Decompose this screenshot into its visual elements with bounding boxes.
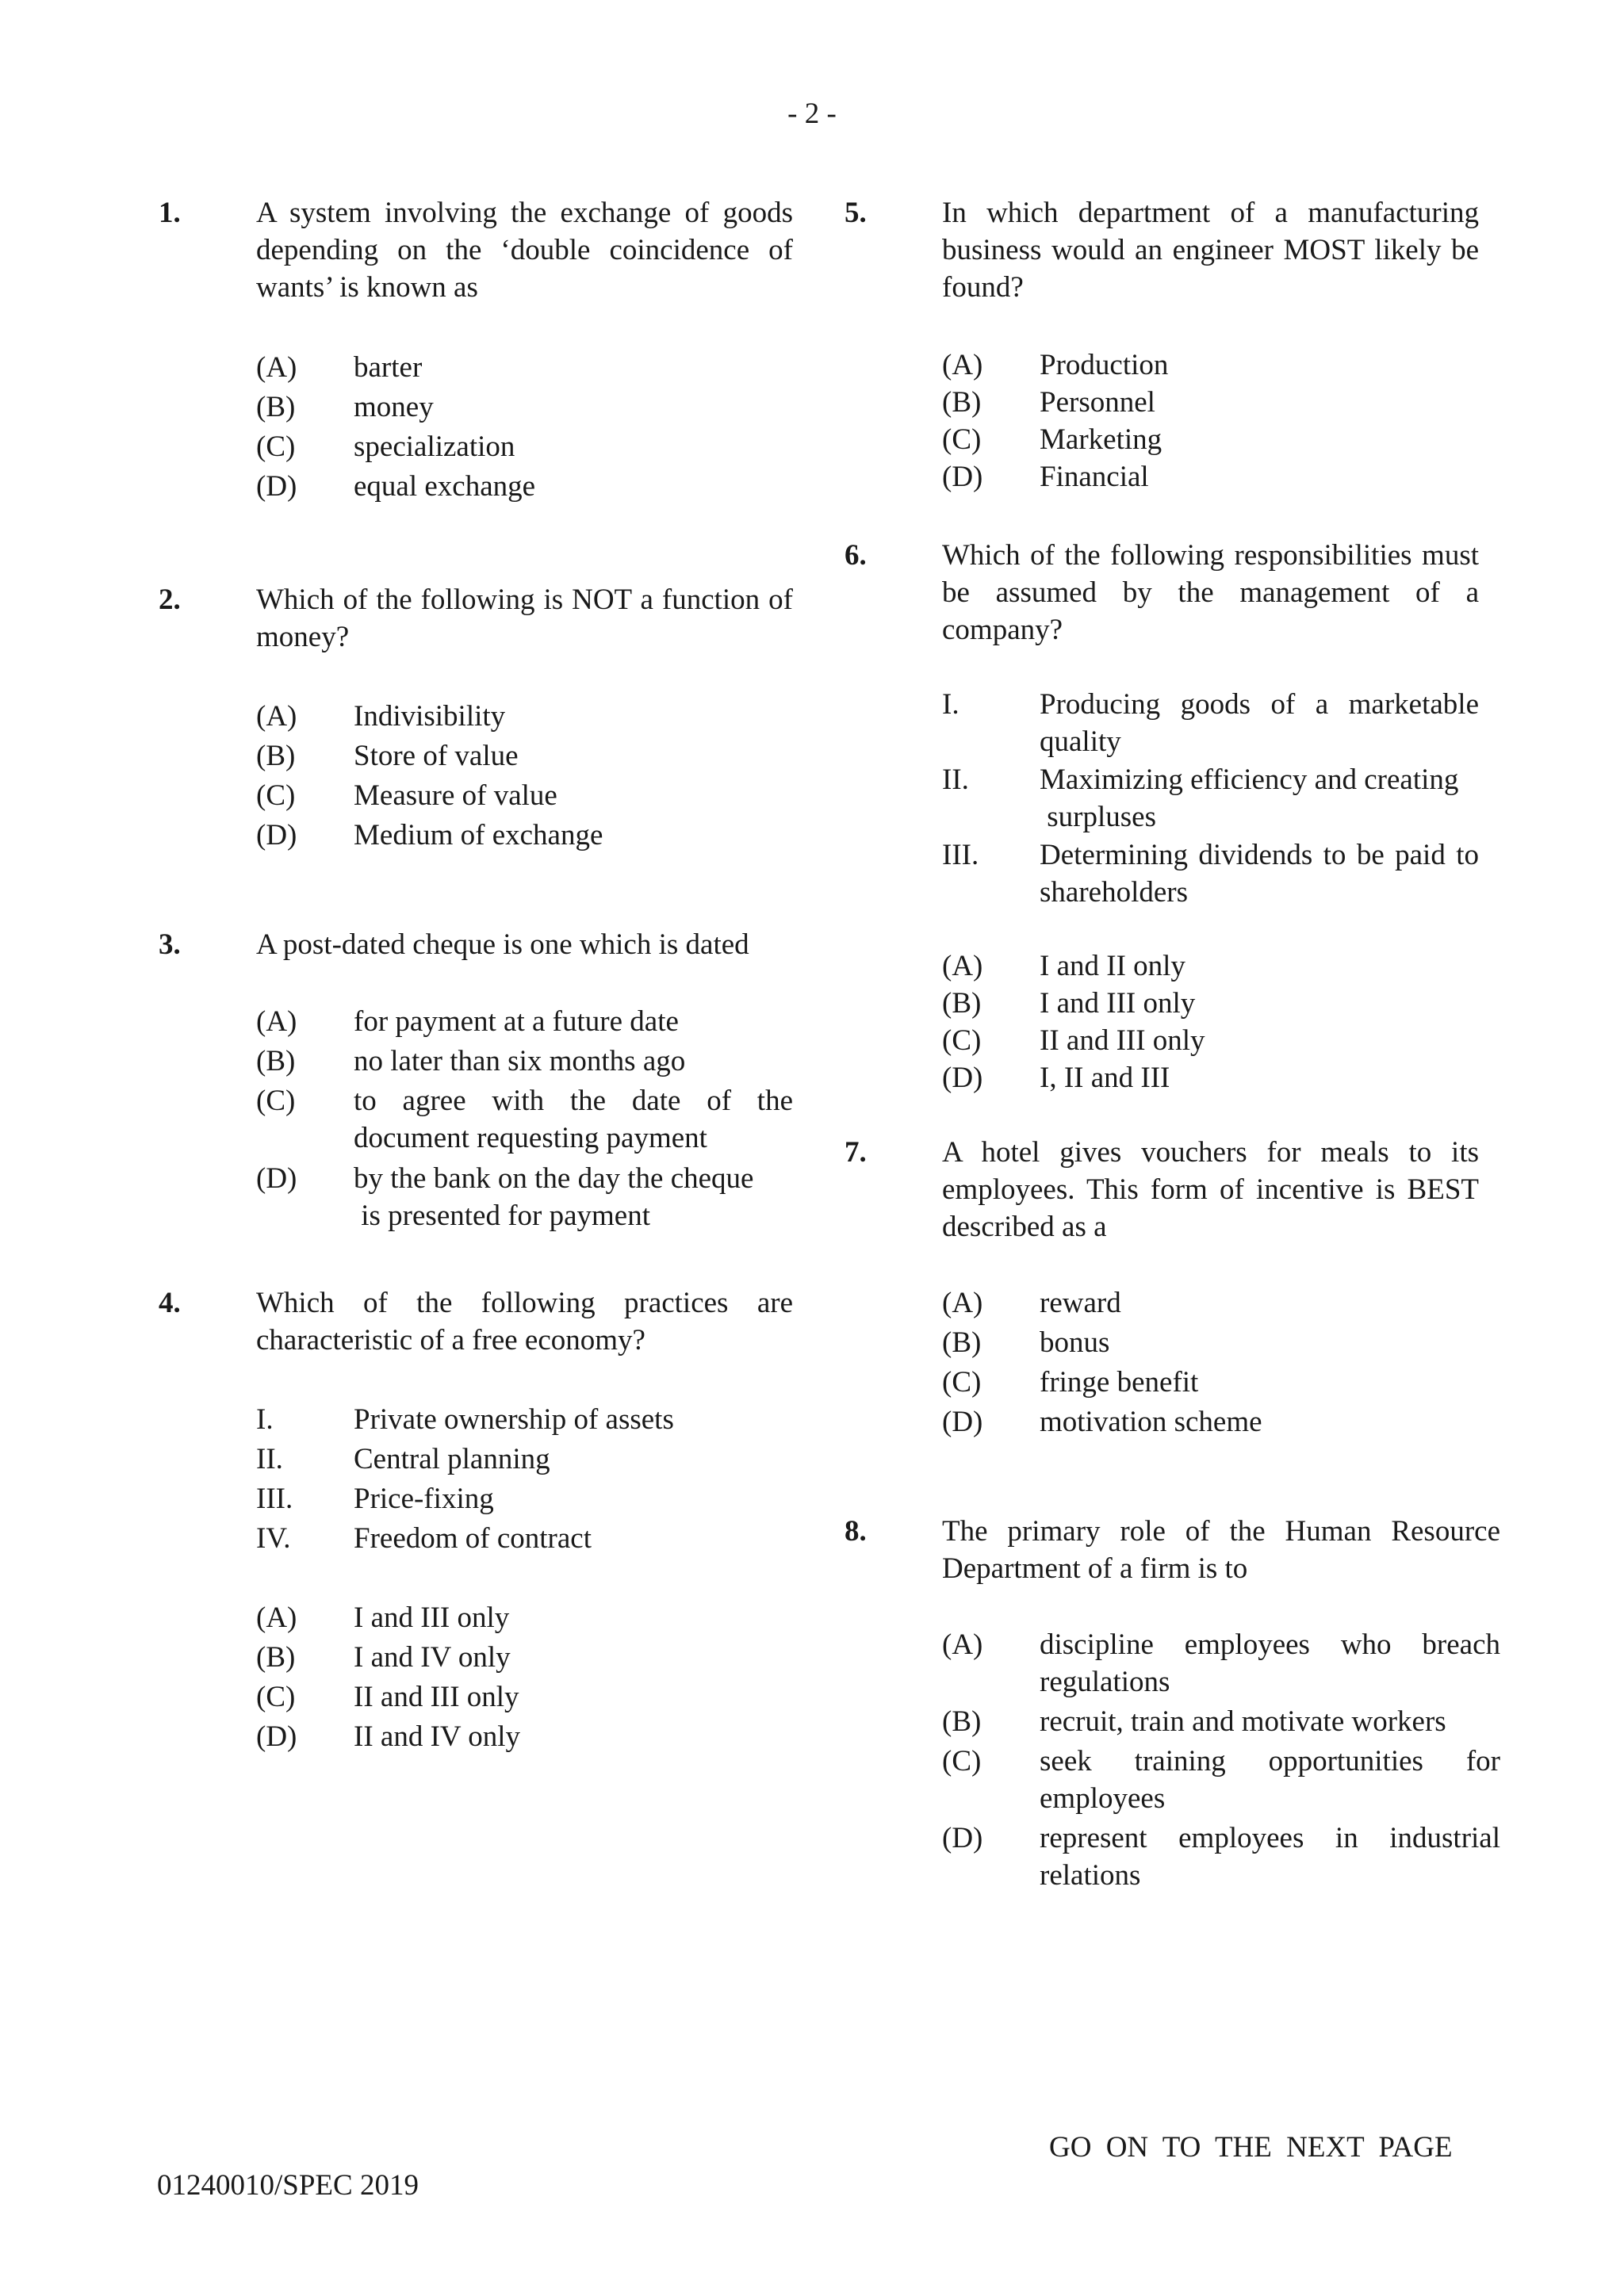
option-label: (B) xyxy=(942,386,982,419)
option-text xyxy=(354,1082,793,1157)
option-text: recruit, train and motivate workers xyxy=(1040,1705,1446,1738)
option-text: I and III only xyxy=(354,1601,510,1634)
text-line: Determining dividends to be paid to xyxy=(1040,839,1479,871)
question-stem xyxy=(942,1134,1479,1246)
option-label: (B) xyxy=(256,1045,296,1077)
option-label: (B) xyxy=(942,1326,982,1359)
stem-line: business would an engineer MOST likely be xyxy=(942,234,1479,266)
option-text: Indivisibility xyxy=(354,700,506,733)
option-label: (D) xyxy=(942,1406,983,1438)
go-on-notice: GO ON TO THE NEXT PAGE xyxy=(1049,2131,1453,2164)
question-number: 4. xyxy=(159,1287,181,1319)
option-label: (C) xyxy=(942,1024,982,1057)
option-label: (C) xyxy=(256,430,296,463)
option-label: (D) xyxy=(942,461,983,493)
stem-line: described as a xyxy=(942,1211,1107,1243)
statement-text: Freedom of contract xyxy=(354,1522,592,1555)
option-label: (C) xyxy=(942,1366,982,1399)
question-number: 5. xyxy=(845,197,867,229)
option-text: II and III only xyxy=(354,1681,519,1713)
text-line: seek training opportunities for xyxy=(1040,1745,1500,1777)
stem-line: depending on the ‘double coincidence of xyxy=(256,234,793,266)
option-label: (A) xyxy=(256,1005,297,1038)
option-text xyxy=(1040,1743,1500,1817)
option-text: II and IV only xyxy=(354,1720,520,1753)
option-label: (C) xyxy=(942,1745,982,1777)
option-label: (B) xyxy=(942,987,982,1020)
statement-numeral: II. xyxy=(256,1443,283,1475)
stem-line: In which department of a manufacturing xyxy=(942,197,1479,229)
option-text: no later than six months ago xyxy=(354,1045,686,1077)
option-label: (B) xyxy=(256,740,296,772)
question-number: 6. xyxy=(845,539,867,572)
question-number: 7. xyxy=(845,1136,867,1169)
option-label: (D) xyxy=(256,819,297,851)
option-label: (C) xyxy=(256,779,296,812)
option-text: for payment at a future date xyxy=(354,1005,679,1038)
text-line: relations xyxy=(1040,1859,1141,1892)
statement-numeral: IV. xyxy=(256,1522,291,1555)
option-text: II and III only xyxy=(1040,1024,1205,1057)
option-label: (A) xyxy=(256,700,297,733)
stem-line: wants’ is known as xyxy=(256,271,478,304)
question-number: 2. xyxy=(159,584,181,616)
statement-text: Central planning xyxy=(354,1443,550,1475)
option-text: I and II only xyxy=(1040,950,1185,982)
text-line: surpluses xyxy=(1040,801,1156,833)
option-text: Store of value xyxy=(354,740,519,772)
option-text: Financial xyxy=(1040,461,1149,493)
question-stem xyxy=(256,581,793,656)
statement-numeral: I. xyxy=(942,688,959,721)
option-text: fringe benefit xyxy=(1040,1366,1199,1399)
text-line: quality xyxy=(1040,725,1121,758)
option-label: (C) xyxy=(256,1085,296,1117)
text-line: document requesting payment xyxy=(354,1122,707,1154)
option-label: (C) xyxy=(942,423,982,456)
question-number: 1. xyxy=(159,197,181,229)
option-label: (A) xyxy=(942,1628,983,1661)
option-label: (D) xyxy=(942,1822,983,1854)
statement-text: Price-fixing xyxy=(354,1483,494,1515)
option-label: (D) xyxy=(256,470,297,503)
stem-line: company? xyxy=(942,614,1063,646)
question-number: 8. xyxy=(845,1515,867,1548)
option-label: (D) xyxy=(256,1720,297,1753)
option-text xyxy=(1040,1820,1500,1894)
stem-line: Department of a firm is to xyxy=(942,1552,1248,1585)
option-text: I, II and III xyxy=(1040,1062,1170,1094)
option-text: motivation scheme xyxy=(1040,1406,1262,1438)
option-label: (A) xyxy=(942,950,983,982)
stem-line: be assumed by the management of a xyxy=(942,576,1479,609)
option-label: (A) xyxy=(256,1601,297,1634)
stem-line: A hotel gives vouchers for meals to its xyxy=(942,1136,1479,1169)
stem-line: Which of the following responsibilities must xyxy=(942,539,1479,572)
statement-text: Private ownership of assets xyxy=(354,1403,674,1436)
question-stem xyxy=(942,537,1479,649)
question-stem xyxy=(256,926,793,963)
option-text: Medium of exchange xyxy=(354,819,603,851)
paper-code: 01240010/SPEC 2019 xyxy=(157,2169,419,2202)
statement-text xyxy=(1040,761,1479,836)
text-line: is presented for payment xyxy=(354,1200,650,1232)
text-line: shareholders xyxy=(1040,876,1188,909)
stem-line: found? xyxy=(942,271,1024,304)
stem-line: A post-dated cheque is one which is dated xyxy=(256,928,749,961)
option-text: specialization xyxy=(354,430,515,463)
option-label: (B) xyxy=(256,1641,296,1674)
option-text: Measure of value xyxy=(354,779,557,812)
option-label: (B) xyxy=(256,391,296,423)
option-text: money xyxy=(354,391,434,423)
question-stem xyxy=(942,1513,1500,1587)
stem-line: A system involving the exchange of goods xyxy=(256,197,793,229)
stem-line: Which of the following practices are xyxy=(256,1287,793,1319)
question-number: 3. xyxy=(159,928,181,961)
stem-line: employees. This form of incentive is BEST xyxy=(942,1173,1479,1206)
stem-line: money? xyxy=(256,621,350,653)
option-text: reward xyxy=(1040,1287,1121,1319)
text-line: Maximizing efficiency and creating xyxy=(1040,763,1459,796)
page-number: - 2 - xyxy=(787,98,837,130)
option-text: bonus xyxy=(1040,1326,1110,1359)
option-label: (A) xyxy=(942,349,983,381)
text-line: represent employees in industrial xyxy=(1040,1822,1500,1854)
option-text: Personnel xyxy=(1040,386,1155,419)
stem-line: characteristic of a free economy? xyxy=(256,1324,645,1357)
option-text: Marketing xyxy=(1040,423,1162,456)
text-line: by the bank on the day the cheque xyxy=(354,1162,754,1195)
option-label: (A) xyxy=(942,1287,983,1319)
option-text: Production xyxy=(1040,349,1169,381)
question-stem xyxy=(256,1284,793,1359)
option-label: (D) xyxy=(256,1162,297,1195)
statement-numeral: I. xyxy=(256,1403,274,1436)
statement-numeral: II. xyxy=(942,763,969,796)
statement-numeral: III. xyxy=(942,839,979,871)
text-line: Producing goods of a marketable xyxy=(1040,688,1479,721)
option-text: I and IV only xyxy=(354,1641,511,1674)
text-line: to agree with the date of the xyxy=(354,1085,793,1117)
statement-text xyxy=(1040,686,1479,760)
option-label: (A) xyxy=(256,351,297,384)
option-label: (B) xyxy=(942,1705,982,1738)
text-line: employees xyxy=(1040,1782,1166,1815)
text-line: discipline employees who breach xyxy=(1040,1628,1500,1661)
statement-text xyxy=(1040,836,1479,911)
text-line: regulations xyxy=(1040,1666,1170,1698)
question-stem xyxy=(256,194,793,306)
question-stem xyxy=(942,194,1479,306)
stem-line: The primary role of the Human Resource xyxy=(942,1515,1500,1548)
option-text: I and III only xyxy=(1040,987,1196,1020)
option-text xyxy=(1040,1626,1500,1701)
option-text: equal exchange xyxy=(354,470,536,503)
stem-line: Which of the following is NOT a function of xyxy=(256,584,793,616)
option-label: (C) xyxy=(256,1681,296,1713)
option-text xyxy=(354,1160,793,1234)
statement-numeral: III. xyxy=(256,1483,293,1515)
option-text: barter xyxy=(354,351,423,384)
option-label: (D) xyxy=(942,1062,983,1094)
